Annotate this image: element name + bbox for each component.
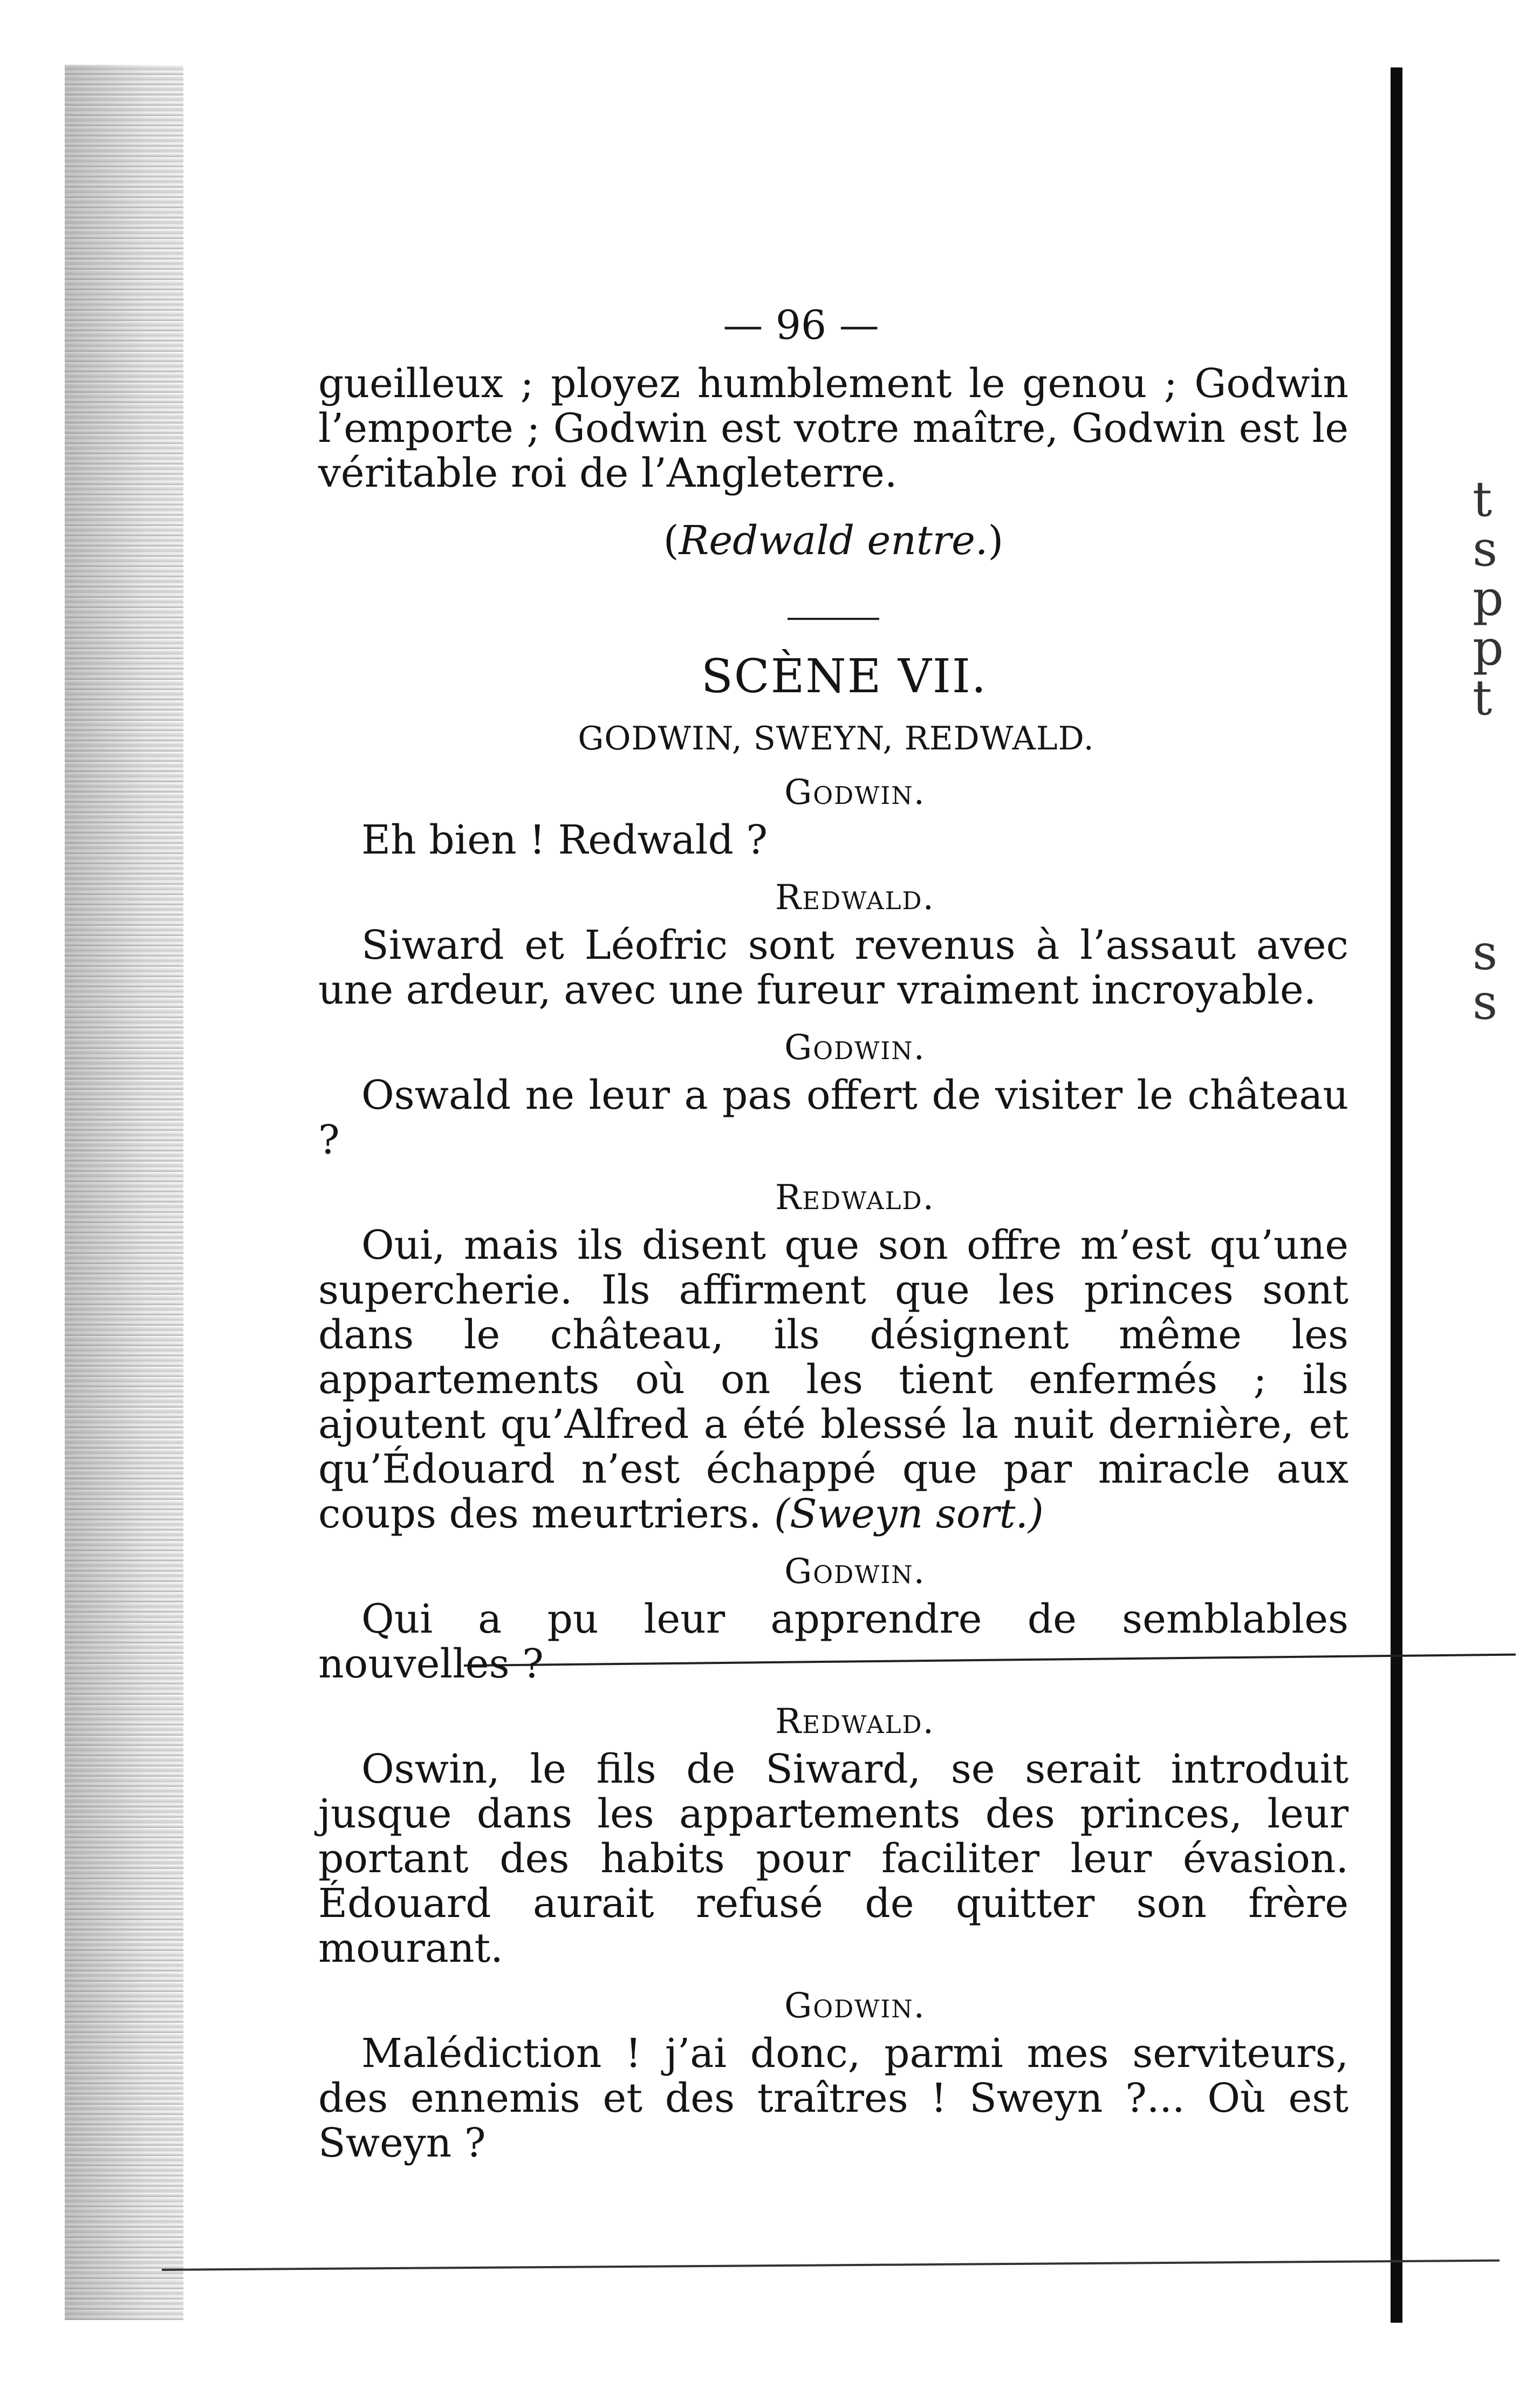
speaker-name: Redwald.: [775, 878, 935, 918]
book-page: [318, 302, 1349, 2166]
speech-text: Eh bien ! Redwald ?: [361, 817, 768, 863]
margin-mark: p: [1473, 620, 1504, 677]
speech-with-aside: [318, 1223, 1349, 1537]
speaker-name: Godwin.: [784, 1552, 926, 1592]
speaker-name: Godwin.: [784, 773, 926, 813]
page-number: — 96 —: [723, 302, 879, 349]
page-bottom-line: [162, 2260, 1500, 2271]
speaker-name: Godwin.: [784, 1986, 926, 2026]
speech-text: Malédiction ! j’ai donc, parmi mes serviteurs, des ennemis et des traîtres ! Sweyn ?... Où est Sweyn ?: [318, 2030, 1349, 2166]
margin-mark: s: [1473, 521, 1498, 577]
scene-title: SCÈNE VII.: [701, 650, 988, 704]
speech-text: Oswald ne leur a pas offert de visiter le château ?: [318, 1072, 1349, 1163]
speech-text: Siward et Léofric sont revenus à l’assaut avec une ardeur, avec une fureur vraiment incroyable.: [318, 922, 1349, 1013]
paren-close: ): [988, 517, 1004, 564]
margin-mark: p: [1473, 570, 1504, 627]
scan-left-edge-shadow: [65, 65, 183, 2320]
scan-right-edge-rule: [1391, 67, 1402, 2323]
speaker-name: Godwin.: [784, 1028, 926, 1068]
stage-direction-text: Redwald entre.: [679, 517, 988, 564]
speech-text: Oswin, le fils de Siward, se serait introduit jusque dans les appartements des princes, leur portant des habits pour faciliter leur évasion. Édouard aurait refusé de quitter son frère mourant.: [318, 1746, 1349, 1971]
speaker-name: Redwald.: [775, 1178, 935, 1218]
stage-aside: (Sweyn sort.): [774, 1491, 1044, 1537]
margin-mark: s: [1473, 974, 1498, 1031]
facing-page-bleed-text: [1473, 471, 1505, 1031]
scene-separator-rule: [788, 618, 879, 620]
margin-mark: t: [1473, 471, 1493, 528]
opening-paragraph: gueilleux ; ployez humblement le genou ; Godwin l’emporte ; Godwin est votre maître, Godwin est le véritable roi de l’Angleterre.: [318, 360, 1349, 496]
margin-mark: s: [1473, 924, 1498, 981]
speech-text: Oui, mais ils disent que son offre m’est qu’une supercherie. Ils affirment que les princes sont dans le château, ils désignent même les appartements où on les tient enfermés ; ils ajoutent qu’Alfred a été blessé la nuit dernière, et qu’Édouard n’est échappé que par miracle aux coups des meurtriers.: [318, 1222, 1349, 1537]
margin-mark: t: [1473, 670, 1493, 726]
stage-direction: [318, 517, 1349, 564]
paren-open: (: [663, 517, 679, 564]
speaker-name: Redwald.: [775, 1702, 935, 1742]
scene-characters: GODWIN, SWEYN, REDWALD.: [578, 720, 1094, 758]
speech-text: Qui a pu leur apprendre de semblables nouvelles ?: [318, 1596, 1349, 1687]
